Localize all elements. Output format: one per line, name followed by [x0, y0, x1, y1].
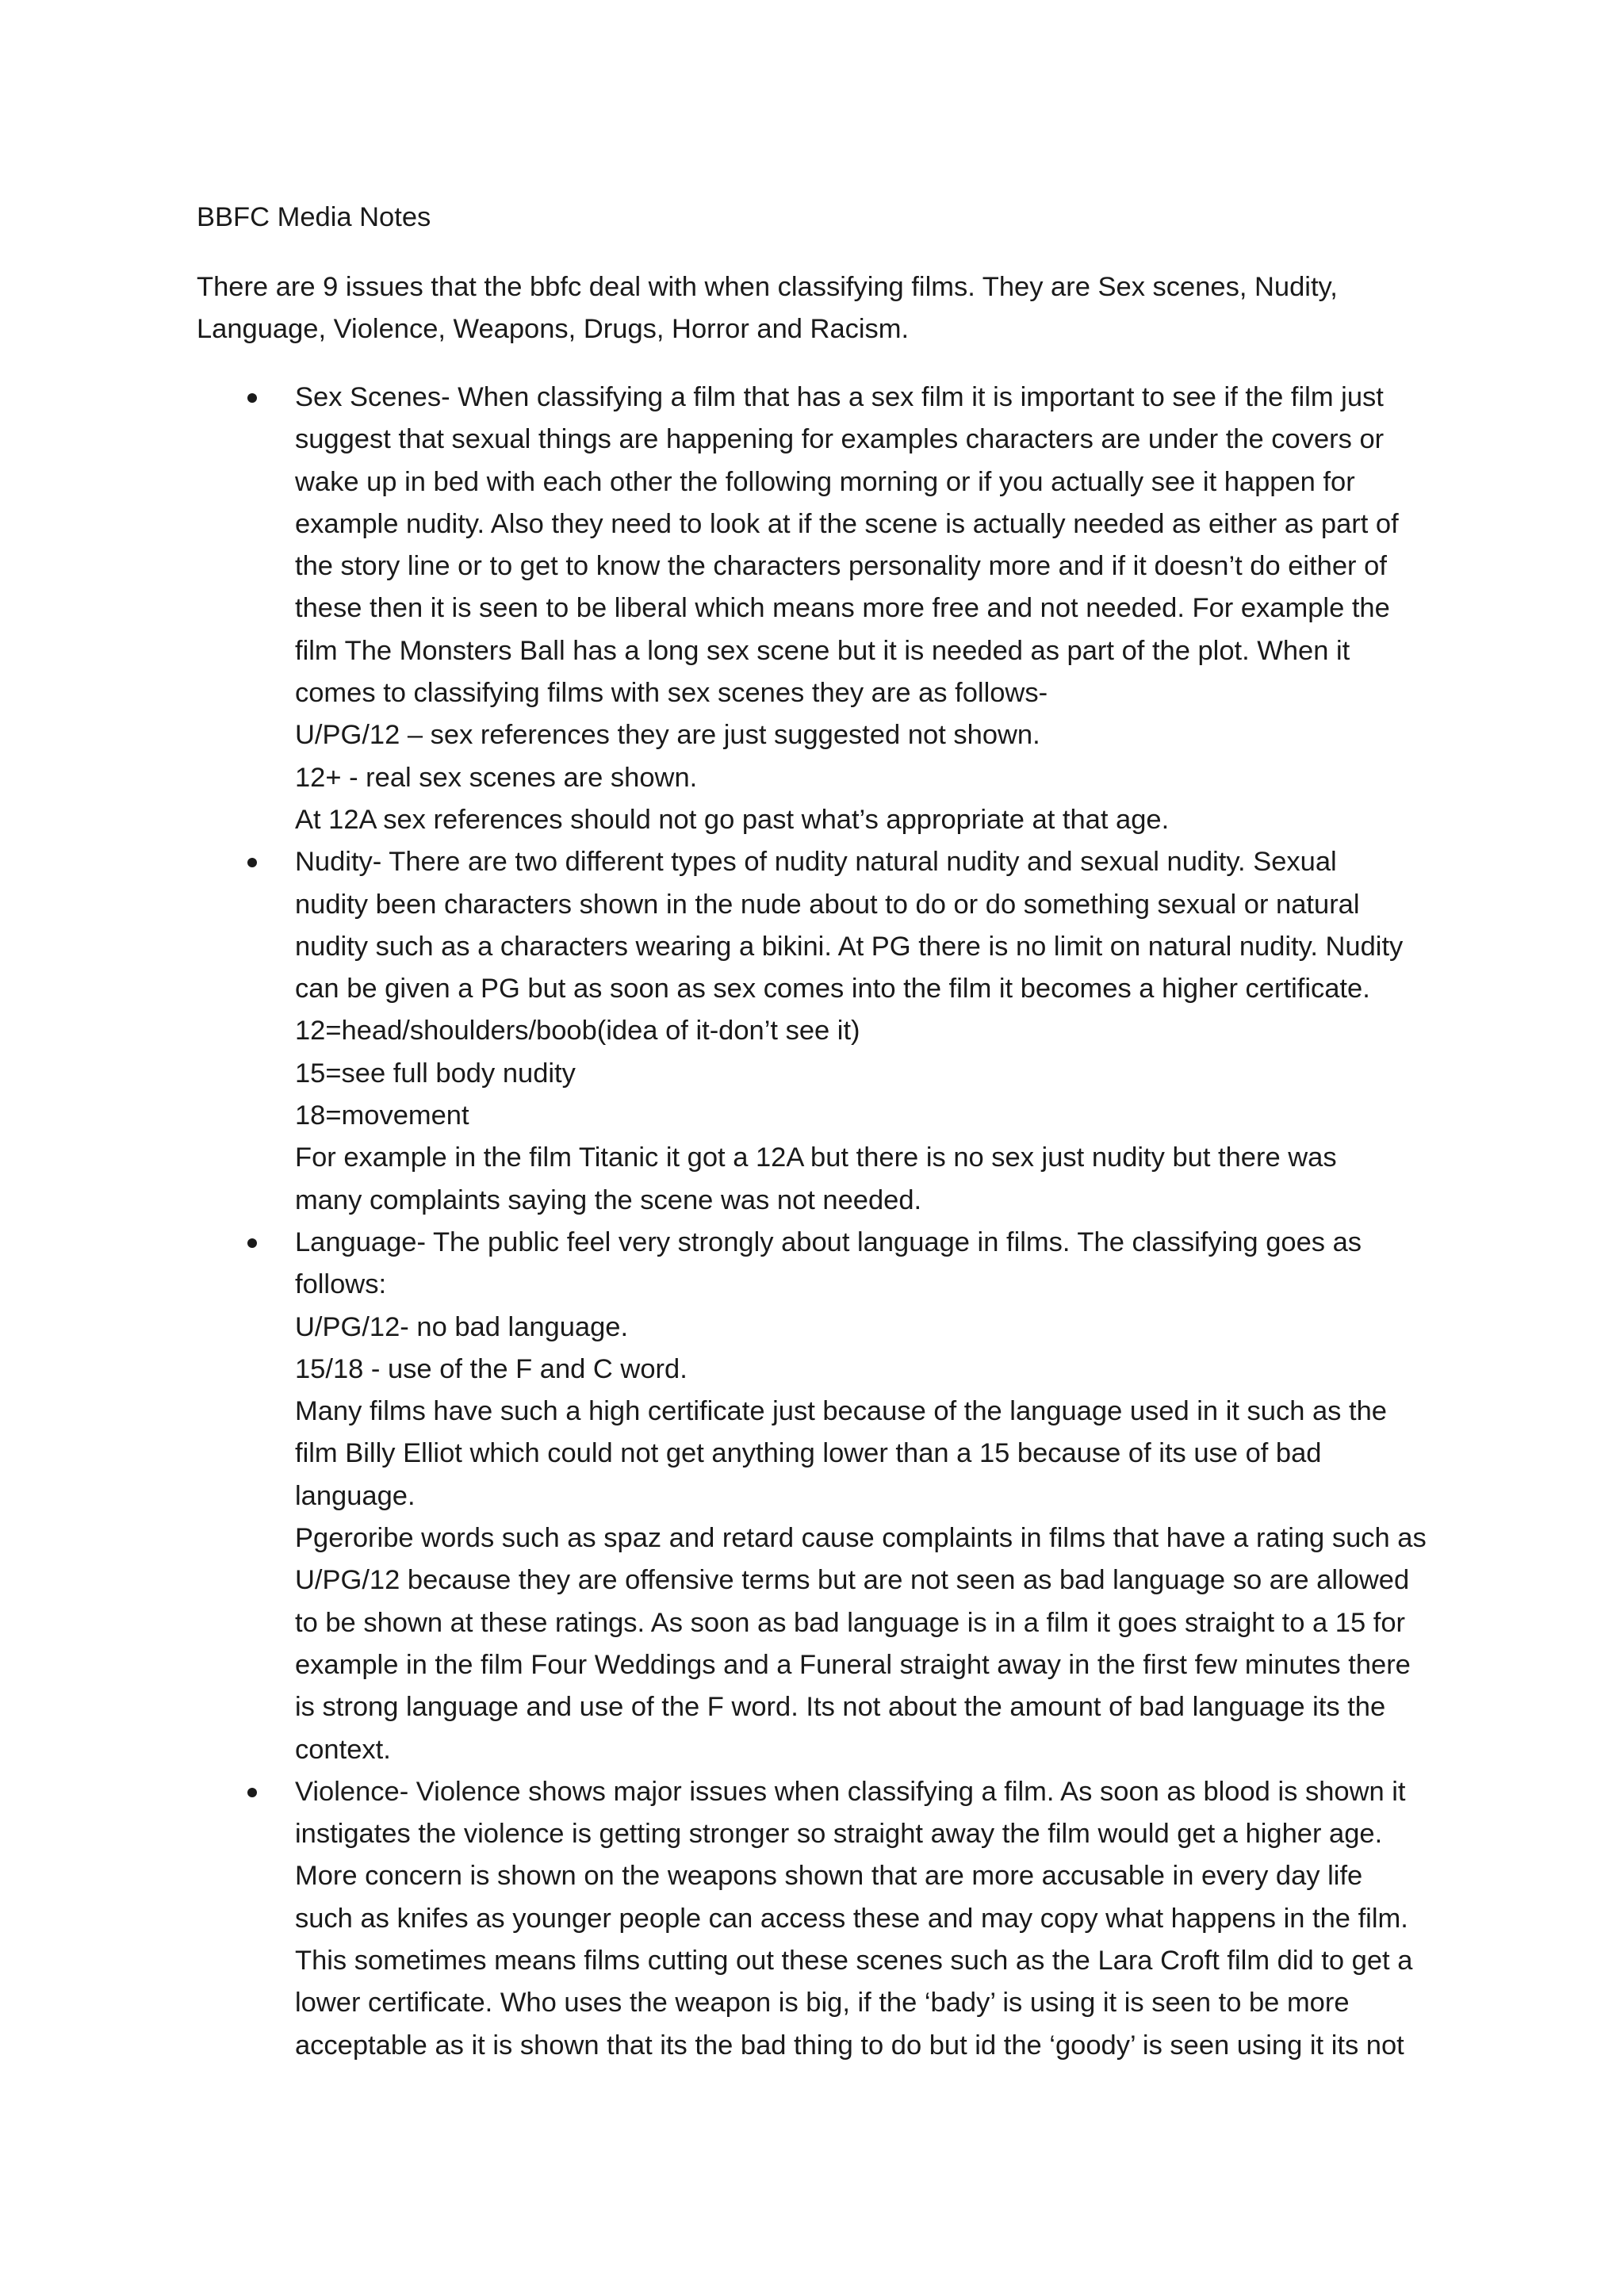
item-line: film Billy Elliot which could not get anything lower than a 15 because of its use of bad: [295, 1438, 1322, 1469]
item-line: example nudity. Also they need to look at if the scene is actually needed as either as part of: [295, 508, 1399, 539]
bullet-icon: [247, 858, 257, 867]
intro-line: Language, Violence, Weapons, Drugs, Horror and Racism.: [197, 314, 910, 345]
item-line: U/PG/12 because they are offensive terms but are not seen as bad language so are allowed: [295, 1565, 1410, 1596]
item-line: Nudity- There are two different types of nudity natural nudity and sexual nudity. Sexual: [295, 847, 1337, 878]
bullet-icon: [247, 1238, 257, 1248]
item-line: such as knifes as younger people can access these and may copy what happens in the film.: [295, 1903, 1408, 1934]
item-line: these then it is seen to be liberal which means more free and not needed. For example the: [295, 593, 1390, 624]
item-line: 15=see full body nudity: [295, 1058, 576, 1089]
list-item-violence: [295, 1771, 1532, 2067]
item-line: Many films have such a high certificate just because of the language used in it such as the: [295, 1396, 1387, 1427]
item-line: to be shown at these ratings. As soon as bad language is in a film it goes straight to a 15 for: [295, 1607, 1406, 1638]
list-item-sex-scenes: [295, 377, 1532, 841]
list-item-language: [295, 1222, 1532, 1771]
item-line: instigates the violence is getting stronger so straight away the film would get a higher age.: [295, 1819, 1383, 1850]
item-line: 15/18 - use of the F and C word.: [295, 1353, 688, 1384]
item-line: This sometimes means films cutting out these scenes such as the Lara Croft film did to get a: [295, 1945, 1413, 1976]
item-line: U/PG/12 – sex references they are just suggested not shown.: [295, 720, 1040, 751]
item-line: nudity been characters shown in the nude about to do or do something sexual or natural: [295, 889, 1360, 920]
item-line: 12=head/shoulders/boob(idea of it-don’t see it): [295, 1016, 860, 1047]
bullet-icon: [247, 1788, 257, 1797]
item-line: Sex Scenes- When classifying a film that has a sex film it is important to see if the film just: [295, 382, 1384, 412]
item-line: is strong language and use of the F word. Its not about the amount of bad language its the: [295, 1692, 1386, 1723]
item-line: lower certificate. Who uses the weapon is big, if the ‘bady’ is using it is seen to be more: [295, 1988, 1350, 2019]
item-line: wake up in bed with each other the following morning or if you actually see it happen for: [295, 466, 1355, 497]
item-line: acceptable as it is shown that its the bad thing to do but id the ‘goody’ is seen using it its not: [295, 2030, 1404, 2061]
item-line: language.: [295, 1480, 416, 1511]
item-line: At 12A sex references should not go past what’s appropriate at that age.: [295, 804, 1170, 835]
item-line: comes to classifying films with sex scenes they are as follows-: [295, 678, 1048, 709]
item-line: For example in the film Titanic it got a 12A but there is no sex just nudity but there was: [295, 1142, 1337, 1173]
item-line: suggest that sexual things are happening for examples characters are under the covers or: [295, 424, 1385, 455]
item-line: Language- The public feel very strongly about language in films. The classifying goes as: [295, 1226, 1362, 1257]
item-line: film The Monsters Ball has a long sex scene but it is needed as part of the plot. When it: [295, 635, 1350, 666]
item-line: example in the film Four Weddings and a Funeral straight away in the first few minutes there: [295, 1649, 1411, 1680]
list-item-nudity: [295, 841, 1532, 1222]
item-line: context.: [295, 1734, 391, 1765]
item-line: can be given a PG but as soon as sex comes into the film it becomes a higher certificate.: [295, 974, 1370, 1004]
item-line: the story line or to get to know the characters personality more and if it doesn’t do either of: [295, 551, 1387, 582]
page-title: BBFC Media Notes: [197, 202, 431, 232]
item-line: More concern is shown on the weapons shown that are more accusable in every day life: [295, 1861, 1363, 1892]
issues-list: [295, 377, 1532, 2067]
item-line: 12+ - real sex scenes are shown.: [295, 762, 698, 793]
item-line: nudity such as a characters wearing a bikini. At PG there is no limit on natural nudity. Nudity: [295, 931, 1404, 962]
intro-line: There are 9 issues that the bbfc deal with when classifying films. They are Sex scenes, Nudity,: [197, 272, 1338, 302]
intro-paragraph: [197, 266, 1434, 351]
item-line: follows:: [295, 1269, 387, 1300]
bullet-icon: [247, 393, 257, 403]
item-line: Violence- Violence shows major issues when classifying a film. As soon as blood is shown it: [295, 1776, 1406, 1807]
item-line: 18=movement: [295, 1100, 469, 1131]
item-line: Pgeroribe words such as spaz and retard cause complaints in films that have a rating such as: [295, 1523, 1427, 1554]
item-line: U/PG/12- no bad language.: [295, 1311, 629, 1342]
item-line: many complaints saying the scene was not needed.: [295, 1184, 922, 1215]
